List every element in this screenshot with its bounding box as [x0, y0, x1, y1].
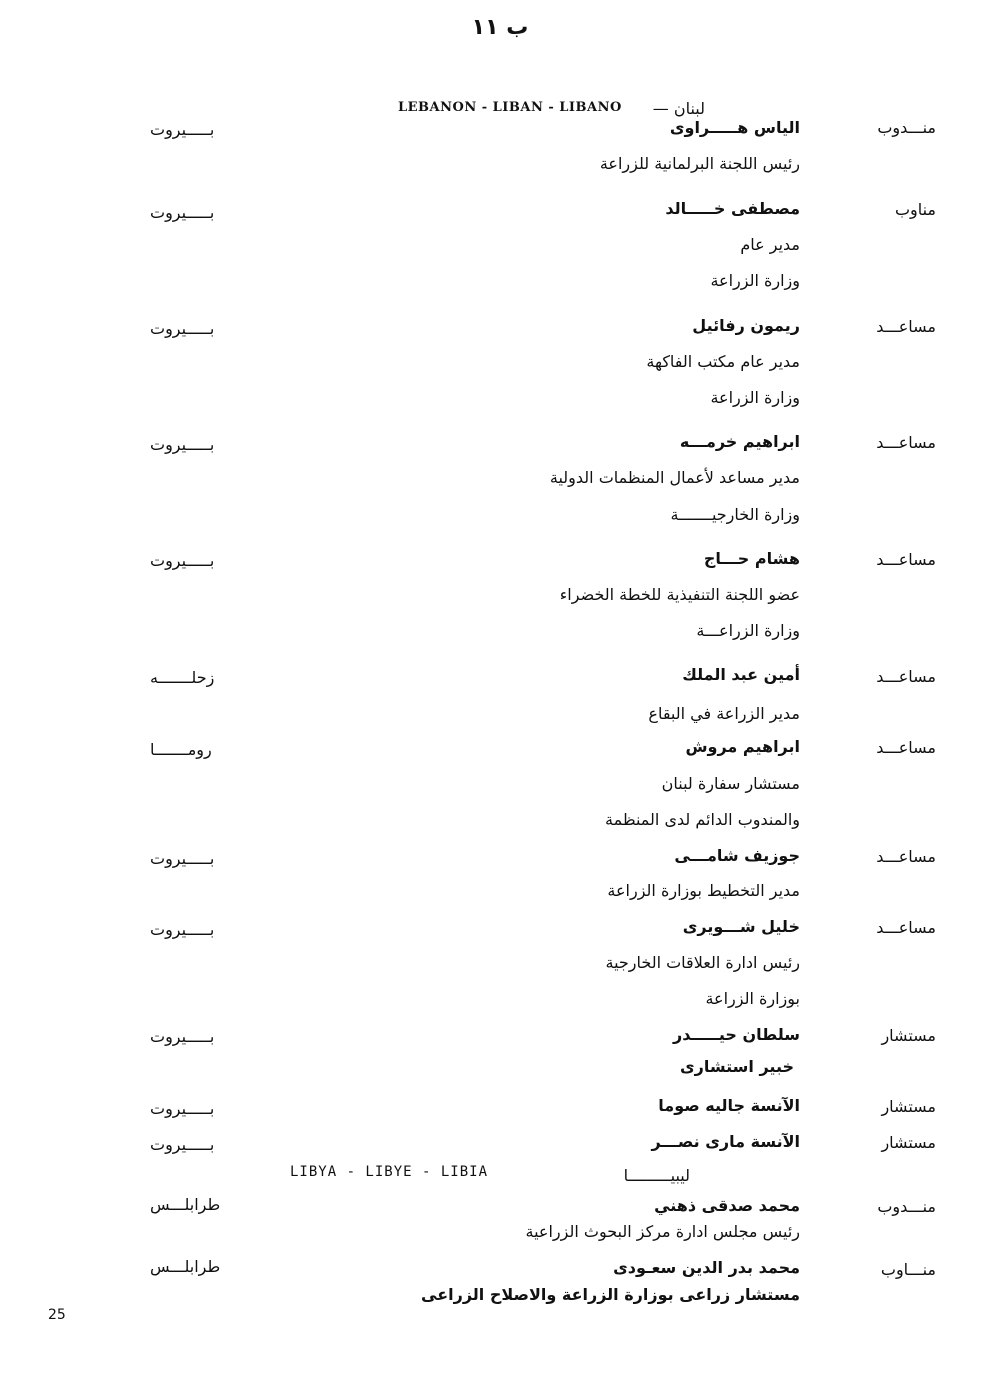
entry-city: بـــــيروت [150, 203, 215, 222]
entry-city: طرابلـــس [150, 1257, 221, 1276]
lebanon-heading-arabic: لبنان — [652, 99, 705, 118]
entry-detail: رئيس اللجنة البرلمانية للزراعة [599, 154, 800, 173]
entry-name: سلطان حيـــــدر [673, 1025, 800, 1044]
entry-detail: رئيس مجلس ادارة مركز البحوث الزراعية [525, 1222, 800, 1241]
entry-detail: بوزارة الزراعة [705, 989, 800, 1008]
entry-name: الآنسة مارى نصـــر [651, 1132, 800, 1151]
entry-role: منـــدوب [877, 1197, 936, 1216]
entry-name: مصطفى خـــــالد [665, 199, 800, 218]
entry-detail: وزارة الزراعة [710, 271, 800, 290]
page-header: ب ١١ [471, 15, 529, 40]
entry-city: بـــــيروت [150, 551, 215, 570]
entry-role: مناوب [894, 200, 936, 219]
entry-role: مساعـــد [876, 847, 936, 866]
entry-city: بـــــيروت [150, 319, 215, 338]
entry-name: ابراهيم خرمـــه [679, 432, 800, 451]
entry-city: زحلـــــــه [150, 668, 215, 687]
entry-city: طرابلـــس [150, 1195, 221, 1214]
entry-role: منـــاوب [880, 1260, 936, 1279]
entry-detail: مدير مساعد لأعمال المنظمات الدولية [549, 468, 800, 487]
entry-role: مستشار [881, 1026, 936, 1045]
entry-name: خليل شـــويرى [682, 917, 800, 936]
entry-name: محمد بدر الدين سعـودى [613, 1258, 800, 1277]
entry-city: بـــــيروت [150, 920, 215, 939]
entry-name: ابراهيم مروش [685, 737, 800, 756]
entry-detail: رئيس ادارة العلاقات الخارجية [605, 953, 800, 972]
entry-name: ريمون رفائيل [692, 316, 800, 335]
entry-city: بـــــيروت [150, 1027, 215, 1046]
entry-detail: عضو اللجنة التنفيذية للخطة الخضراء [559, 585, 800, 604]
entry-detail: مدير الزراعة في البقاع [648, 704, 800, 723]
entry-detail: خبير استشارى [679, 1057, 794, 1076]
entry-role: مساعـــد [876, 667, 936, 686]
entry-detail: مدير عام مكتب الفاكهة [646, 352, 800, 371]
entry-name: جوزيف شامـــى [674, 846, 800, 865]
entry-name: الياس هـــــراوى [669, 118, 800, 137]
lebanon-heading-latin: LEBANON - LIBAN - LIBANO [398, 100, 622, 115]
entry-detail: وزارة الخارجيـــــــة [670, 505, 800, 524]
entry-role: مساعـــد [876, 433, 936, 452]
entry-role: مستشار [881, 1097, 936, 1116]
entry-role: مساعـــد [876, 918, 936, 937]
entry-detail: مستشار سفارة لبنان [661, 774, 800, 793]
entry-role: مساعـــد [876, 738, 936, 757]
entry-detail: وزارة الزراعة [710, 388, 800, 407]
entry-detail: مستشار زراعى بوزارة الزراعة والاصلاح الزراعى [421, 1285, 800, 1304]
entry-name: أمين عبد الملك [682, 665, 800, 684]
entry-city: بـــــيروت [150, 435, 215, 454]
entry-role: مستشار [881, 1133, 936, 1152]
entry-name: الآنسة جاليه صوما [658, 1096, 800, 1115]
entry-city: بـــــيروت [150, 1135, 215, 1154]
entry-city: بـــــيروت [150, 120, 215, 139]
entry-detail: والمندوب الدائم لدى المنظمة [605, 810, 800, 829]
entry-role: مساعـــد [876, 317, 936, 336]
entry-city: رومـــــــا [150, 740, 212, 759]
entry-detail: مدير التخطيط بوزارة الزراعة [607, 881, 800, 900]
entry-city: بـــــيروت [150, 1099, 215, 1118]
entry-detail: وزارة الزراعـــة [696, 621, 800, 640]
entry-detail: مدير عام [740, 235, 800, 254]
libya-heading-arabic: ليبيـــــــــا [623, 1166, 690, 1185]
entry-name: محمد صدقى ذهني [654, 1196, 800, 1215]
entry-role: مساعـــد [876, 550, 936, 569]
entry-role: منـــدوب [877, 118, 936, 137]
entry-city: بـــــيروت [150, 849, 215, 868]
libya-heading-latin: LIBYA - LIBYE - LIBIA [290, 1164, 489, 1180]
page-number: 25 [48, 1307, 66, 1323]
entry-name: هشام حـــاج [703, 549, 800, 568]
